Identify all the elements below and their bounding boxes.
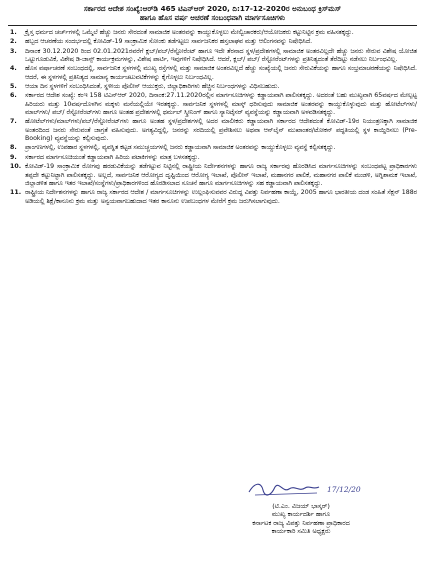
guideline-item bbox=[8, 154, 417, 162]
signatory-block bbox=[201, 502, 401, 536]
guideline-number: 3. bbox=[10, 47, 17, 55]
guideline-number: 9. bbox=[10, 153, 17, 161]
guideline-number: 1. bbox=[10, 29, 17, 36]
guideline-item bbox=[8, 118, 417, 143]
header-line-1: ಸರ್ಕಾರದ ಆದೇಶ ಸಂಖ್ಯೆ:ಆರ್‌ಡಿ 465 ಟಿಎನ್‌ಆರ್ 2020, ದಿ:17-12-2020ರ ಅನುಬಂಧ ಕ್ರಿಸ್‌ಮಸ್ bbox=[83, 4, 342, 13]
guideline-number: 11. bbox=[10, 189, 22, 197]
guideline-text: ರಾಷ್ಟ್ರೀಯ ನಿರ್ದೇಶನಗಳನ್ನು ಹಾಗೂ ರಾಜ್ಯ ಸರ್ಕಾರದ ಆದೇಶ / ಮಾರ್ಗಸೂಚಿಗಳನ್ನು ಉಲ್ಲಂಘಿಸುವವರ ವಿರುದ್ಧ ವಿಪತ್ತು ನಿರ್ವಹಣಾ ಕಾಯ್ದೆ, 2005 ಹಾಗೂ ಭಾರತೀಯ ದಂಡ ಸಂಹಿತೆ ಸೆಕ್ಷನ್ 188ರ ಅಡಿಯಲ್ಲಿ ಶಿಕ್ಷೆ/ಕಾನೂನು ಕ್ರಮ ಮತ್ತು ಅನ್ವಯವಾಗಬಹುದಾದ ಇತರ ಕಾನೂನು ಉಪಬಂಧಗಳ ಮೇರೆಗೆ ಕ್ರಮ ಜರುಗಿಸಲಾಗುವುದು. bbox=[25, 189, 417, 205]
guideline-item bbox=[8, 83, 417, 91]
guideline-item bbox=[8, 65, 417, 82]
signatory-role: ಕಾರ್ಯಕಾರಿ ಸಮಿತಿ ಅಧ್ಯಕ್ಷರು bbox=[271, 527, 331, 536]
guideline-number: 6. bbox=[10, 92, 17, 100]
guideline-item bbox=[8, 189, 417, 206]
guideline-item bbox=[8, 48, 417, 65]
signatory-authority: ಕರ್ನಾಟಕ ರಾಜ್ಯ ವಿಪತ್ತು ನಿರ್ವಹಣಾ ಪ್ರಾಧಿಕಾರದ bbox=[252, 518, 350, 527]
guideline-item bbox=[8, 38, 417, 46]
guideline-text: ಸರ್ಕಾರದ ಮಾರ್ಗಸೂಚಿಯಂತೆ ಕಡ್ಡಾಯವಾಗಿ ಹಿರಿಯ ಪಟಾಕಿಗಳನ್ನು ಮಾತ್ರ ಬಳಸತಕ್ಕದ್ದು. bbox=[25, 153, 200, 161]
guideline-text: ಸರ್ಕಾರದ ಆದೇಶ ಸಂಖ್ಯೆ: ಕಂಇ 158 ಟಿಎನ್‌ಆರ್ 2020, ದಿನಾಂಕ:27.11.2020ರಲ್ಲಿನ ಮಾರ್ಗಸೂಚಿಗಳನ್ನು ಕಡ್ಡಾಯವಾಗಿ ಪಾಲಿಸತಕ್ಕದ್ದು. ಅದರಂತೆ ಬಹು ಮುಖ್ಯವಾಗಿ 65ವರ್ಷದ ಮೇಲ್ಪಟ್ಟ ಹಿರಿಯರು ಮತ್ತು 10ವರ್ಷದೊಳಗಿನ ಮಕ್ಕಳು ಮನೆಯಲ್ಲಿಯೇ ಇರತಕ್ಕದ್ದು. ಸಾರ್ವಜನಿಕ ಸ್ಥಳಗಳಲ್ಲಿ ಮಾಸ್ಕ್ ಧರಿಸುವುದು ಸಾಮಾಜಿಕ ಅಂತರವನ್ನು ಕಾಯ್ದುಕೊಳ್ಳುವುದು ಮತ್ತು ಹೋಟೆಲ್‌ಗಳು/ಮಾಲ್‌ಗಳು/ ಪಬ್/ ರೆಸ್ಟೋರೆಂಟ್‌ಗಳು ಹಾಗೂ ಅಂತಹ ಪ್ರದೇಶಗಳಲ್ಲಿ ಥರ್ಮಲ್ ಸ್ಕ್ರೀನಿಂಗ್ ಹಾಗೂ ಸ್ಯಾನಿಟೈಸರ್ ವ್ಯವಸ್ಥೆಯನ್ನು ಕಡ್ಡಾಯವಾಗಿ ಅಳವಡಿಸತಕ್ಕದ್ದು. bbox=[25, 92, 417, 117]
guideline-item bbox=[8, 144, 417, 152]
guideline-text: ದಿನಾಂಕ 30.12.2020 ರಿಂದ 02.01.2021ರವರೆಗೆ ಕ್ಲಬ್/ಪಬ್/ರೆಸ್ಟೋರೆಂಟ್ ಹಾಗೂ ಇದೇ ತೆರನಾದ ಸ್ಥಳ/ಪ್ರದೇಶಗಳಲ್ಲಿ ಸಾಮಾಜಿಕ ಅಂತರವಿಲ್ಲದೇ ಹೆಚ್ಚು ಜನರು ಸೇರುವ ವಿಶೇಷ ಯೋಜಿತ ಒಟ್ಟುಗೂಡುವಿಕೆ, ವಿಶೇಷ ಡಿ-ಜಾಸ್ಸ್ ಕಾರ್ಯಕ್ರಮಗಳನ್ನು, ವಿಶೇಷ ಪಾರ್ಟಿ, ಇವುಗಳಿಗೆ ನಿಷೇಧಿಸಿದೆ. ಆದರೆ, ಕ್ಲಬ್/ ಪಬ್/ ರೆಸ್ಟೋರೆಂಟ್‌ಗಳನ್ನು ಪ್ರತಿನಿತ್ಯದಂತೆ ತೆರೆದಿಟ್ಟು ನಡೆಸಲು ನಿರ್ಬಂಧವಿಲ್ಲ. bbox=[25, 47, 417, 64]
signatory-name: (ಟಿ.ಎಂ. ವಿಜಯ್ ಭಾಸ್ಕರ್) bbox=[272, 502, 330, 510]
guideline-item bbox=[8, 163, 417, 188]
guideline-text: ಆಯಾ ದಿನ ಸ್ಥಳಗಳಿಗೆ ಸಂಬಂಧಿಸಿದಂತೆ, ಸ್ಥಳೀಯ ಪೊಲೀಸ್ ಆಯುಕ್ತರು, ಜಿಲ್ಲಾಧಿಕಾರಿಗಳು ಹೆಚ್ಚಿನ ನಿರ್ಬಂಧಗಳನ್ನು ವಿಧಿಸಬಹುದು. bbox=[25, 83, 280, 91]
guideline-text: ಕೋವಿಡ್-19 ಸಾಂಕ್ರಾಮಿಕ ರೋಗವು ಹರಡುವಿಕೆಯನ್ನು ತಡೆಗಟ್ಟುವ ನಿಟ್ಟಿನಲ್ಲಿ ರಾಷ್ಟ್ರೀಯ ನಿರ್ದೇಶನಗಳನ್ನು ಹಾಗೂ ರಾಜ್ಯ ಸರ್ಕಾರವು ಹೊರಡಿಸಿದ ಮಾರ್ಗಸೂಚಿಗಳನ್ನು ಸಂಬಂಧಪಟ್ಟ ಪ್ರಾಧಿಕಾರಗಳು ತಪ್ಪದೇ ಕಟ್ಟುನಿಟ್ಟಾಗಿ ಪಾಲಿಸತಕ್ಕದ್ದು. ಅಲ್ಲದೆ, ಸಾರ್ವಜನಿಕ ಆರೋಗ್ಯದ ದೃಷ್ಟಿಯಿಂದ ಆರೋಗ್ಯ ಇಲಾಖೆ, ಪೊಲೀಸ್ ಇಲಾಖೆ, ಮಹಾನಗರ ಪಾಲಿಕೆ, ಮಹಾನಗರ ಪಾಲಿಕೆ ಮಂಡಳಿ, ಅಗ್ನಿಶಾಮಕ ಇಲಾಖೆ, ಜಿಲ್ಲಾಡಳಿತ ಹಾಗೂ ಇತರ ಇಲಾಖೆ/ಸಂಸ್ಥೆಗಳು/ಪ್ರಾಧಿಕಾರಗಳಿಂದ ಹೊರಡಿಸಲಾದ ಸೂಚನೆ ಹಾಗೂ ಮಾರ್ಗಸೂಚಿಗಳನ್ನು ಸಹ ಕಡ್ಡಾಯವಾಗಿ ಪಾಲಿಸತಕ್ಕದ್ದು. bbox=[25, 163, 417, 187]
guideline-text: ಪ್ರಾಂಗಣಗಳಲ್ಲಿ, ಉಪಹಾರ ಸ್ಥಳಗಳಲ್ಲಿ, ವ್ಯವಸ್ಥಿತ ಕಟ್ಟಡ ಸಮುಚ್ಚಯಗಳಲ್ಲಿ ಜನರು ಕಡ್ಡಾಯವಾಗಿ ಸಾಮಾಜಿಕ ಅಂತರವನ್ನು ಕಾಯ್ದುಕೊಳ್ಳಲು ವ್ಯವಸ್ಥೆ ಕಲ್ಪಿಸತಕ್ಕದ್ದು. bbox=[25, 144, 336, 152]
signature-date: 17/12/20 bbox=[327, 485, 361, 494]
guideline-number: 4. bbox=[10, 65, 17, 73]
guideline-text: ಹೋಟೆಲ್‌ಗಳು/ಮಾಲ್‌ಗಳು/ಪಬ್/ರೆಸ್ಟೋರೆಂಟ್‌ಗಳು ಹಾಗೂ ಅಂತಹ ಸ್ಥಳ/ಪ್ರದೇಶಗಳಲ್ಲಿ ಅದರ ಮಾಲೀಕರು ಕಡ್ಡಾಯವಾಗಿ ಸರ್ಕಾರದ ಆದೇಶದಂತೆ ಕೋವಿಡ್-19ರ ನಿಯಂತ್ರಣಕ್ಕಾಗಿ ಸಾಮಾಜಿಕ ಅಂತರದಿಂದ ಜನರು ಸೇರುವಂತೆ ಜಾಗ್ರತೆ ವಹಿಸುವುದು. ಅಗತ್ಯವಿದ್ದಲ್ಲಿ, ಜನರನ್ನು ಸರದಿಯಲ್ಲಿ ಪ್ರವೇಶಿಸಲು ಅಥವಾ ಆನ್‌ಲೈನ್ ಮುಖಾಂತರ/ಟೋಕನ್ ಪದ್ಧತಿಯಲ್ಲಿ ಸ್ಥಳ ಕಾಯ್ದಿರಿಸಲು (Pre-Booking) ವ್ಯವಸ್ಥೆಯನ್ನು ಕಲ್ಪಿಸುವುದು. bbox=[25, 118, 417, 143]
guideline-number: 10. bbox=[10, 163, 22, 171]
signatory-title: ಮುಖ್ಯ ಕಾರ್ಯದರ್ಶಿ ಹಾಗೂ bbox=[271, 510, 331, 519]
guidelines-list bbox=[8, 29, 417, 206]
guideline-number: 7. bbox=[10, 118, 17, 126]
guideline-text: ಹೊಸ ವರ್ಷಾಚರಣೆ ಸಂಬಂಧದಲ್ಲಿ, ಸಾರ್ವಜನಿಕ ಸ್ಥಳಗಳಲ್ಲಿ ಮುಖ್ಯ ರಸ್ತೆಗಳಲ್ಲಿ ಮತ್ತು ಸಾಮಾಜಿಕ ಅಂತರವಿಲ್ಲದೆ ಹೆಚ್ಚು ಸಂಖ್ಯೆಯಲ್ಲಿ ಜನರು ಸೇರುವಿಕೆಯನ್ನು ಹಾಗೂ ಸಂಭ್ರಮಾಚರಣೆಯನ್ನು ನಿಷೇಧಿಸಿದೆ. ಆದರೆ, ಈ ಸ್ಥಳಗಳಲ್ಲಿ ಪ್ರತಿನಿತ್ಯದ ಸಾಮಾನ್ಯ ಕಾರ್ಯಚಟುವಟಿಕೆಗಳನ್ನು ಕೈಗೊಳ್ಳಲು ನಿರ್ಬಂಧವಿಲ್ಲ. bbox=[25, 65, 417, 81]
guideline-item bbox=[8, 92, 417, 117]
guideline-number: 8. bbox=[10, 144, 17, 152]
guideline-number: 2. bbox=[10, 38, 17, 46]
document-header bbox=[8, 3, 417, 26]
guideline-number: 5. bbox=[10, 83, 17, 91]
guideline-text: ಹಬ್ಬದ ಆಚರಣೆಯ ಸಂದರ್ಭದಲ್ಲಿ ಕೋವಿಡ್-19 ಸಾಂಕ್ರಾಮಿಕ ಸೋಂಕು ತಡೆಗಟ್ಟಲು ಸಾರ್ವಜನಿಕರ ಹಸ್ತಲಾಘವ ಮತ್ತು ಆಲಿಂಗನವನ್ನು ನಿಷೇಧಿಸಿದೆ. bbox=[25, 38, 313, 46]
guideline-item bbox=[8, 29, 417, 37]
header-line-2: ಹಾಗೂ ಹೊಸ ವರ್ಷ ಆಚರಣೆ ಸಂಬಂಧವಾಗಿ ಮಾರ್ಗಸೂಚಿಗಳು bbox=[139, 13, 286, 22]
guideline-text: ಕ್ರೈಸ್ತ ಧರ್ಮದ ಚರ್ಚ್‌ಗಳಲ್ಲಿ ಒಮ್ಮೆಲೆ ಹೆಚ್ಚು ಜನರು ಸೇರದಂತೆ ಸಾಮಾಜಿಕ ಅಂತರವನ್ನು ಕಾಯ್ದುಕೊಳ್ಳಲು ಮೇಲ್ವಿಚಾರಕರು/ಆಯೋಜಕರು ಕಟ್ಟುನಿಟ್ಟಿನ ಕ್ರಮ ವಹಿಸತಕ್ಕದ್ದು. bbox=[25, 29, 354, 36]
handwritten-signature bbox=[245, 478, 361, 500]
